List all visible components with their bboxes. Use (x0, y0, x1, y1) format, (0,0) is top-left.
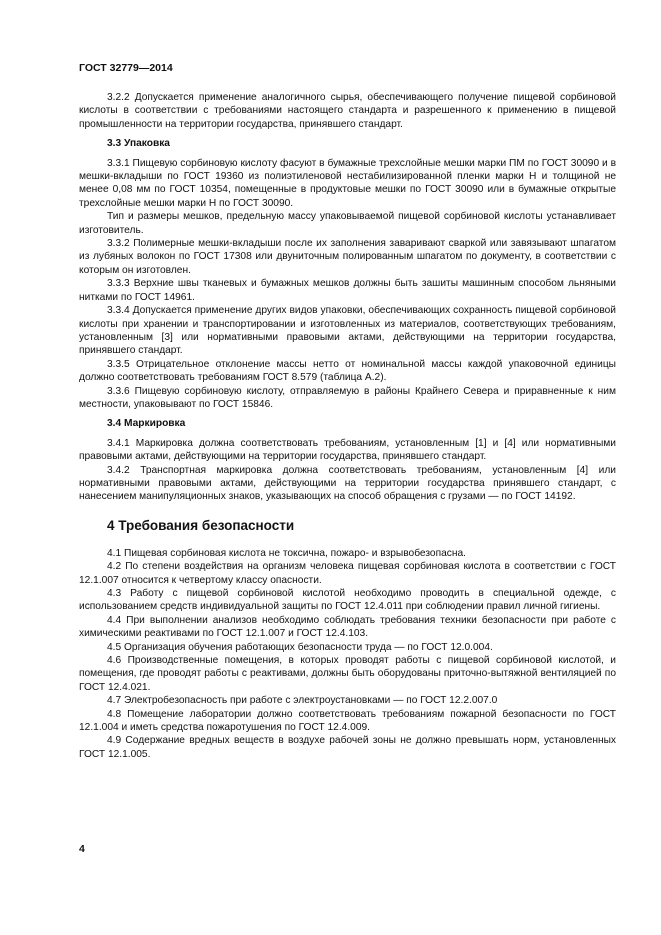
paragraph: 3.3.2 Полимерные мешки-вкладыши после их заполнения заваривают сваркой или завязывают шпагатом из лубяных волокон по ГОСТ 17308 или двуниточным полированным шпагатом по документу, в соответствии с которым он изготовлен. (79, 238, 616, 276)
paragraph: 3.3.6 Пищевую сорбиновую кислоту, отправляемую в районы Крайнего Севера и приравненные к ним местности, упаковывают по ГОСТ 15846. (79, 385, 616, 410)
chapter-heading: 4 Требования безопасности (107, 517, 295, 533)
paragraph: 3.4.1 Маркировка должна соответствовать требованиям, установленным [1] и [4] или нормативными правовыми актами, действующими на территории государства, принявшего стандарт. (79, 437, 616, 463)
paragraph: 3.3.3 Верхние швы тканевых и бумажных мешков должны быть зашиты машинным способом льняными нитками по ГОСТ 14961. (79, 278, 616, 303)
standard-header: ГОСТ 32779—2014 (79, 62, 173, 74)
section-heading: 3.4 Маркировка (107, 418, 186, 430)
document-body (79, 91, 616, 761)
paragraph: 4.2 По степени воздействия на организм человека пищевая сорбиновая кислота в соответствии с ГОСТ 12.1.007 относится к четвертому классу опасности. (79, 561, 616, 586)
paragraph: 3.3.4 Допускается применение других видов упаковки, обеспечивающих сохранность пищевой сорбиновой кислоты при хранении и транспортировании и изготовленных из материалов, соответствующих требованиям, установленным [3] или нормативными правовыми актами, действующими на территории государства, принявшего стандарт. (79, 305, 616, 357)
paragraph: Тип и размеры мешков, предельную массу упаковываемой пищевой сорбиновой кислоты устанавливает изготовитель. (79, 211, 616, 236)
paragraph: 4.4 При выполнении анализов необходимо соблюдать требования техники безопасности при работе с химическими реактивами по ГОСТ 12.1.007 и ГОСТ 12.4.103. (79, 614, 616, 640)
paragraph: 3.3.1 Пищевую сорбиновую кислоту фасуют в бумажные трехслойные мешки марки ПМ по ГОСТ 30090 и в мешки-вкладыши по ГОСТ 19360 из полиэтиленовой нестабилизированной пленки марки Н и толщиной не менее 0,08 мм по ГОСТ 10354, помещенные в продуктовые мешки по ГОСТ 30090 или в бумажные открытые трехслойные мешки марки Н по ГОСТ 30090. (79, 157, 616, 209)
paragraph: 4.9 Содержание вредных веществ в воздухе рабочей зоны не должно превышать норм, установленных ГОСТ 12.1.005. (79, 735, 616, 760)
section-heading: 3.3 Упаковка (107, 138, 170, 150)
paragraph: 4.5 Организация обучения работающих безопасности труда — по ГОСТ 12.0.004. (107, 641, 493, 653)
paragraph: 4.8 Помещение лаборатории должно соответствовать требованиям пожарной безопасности по ГОСТ 12.1.004 и иметь средства пожаротушения по ГОСТ 12.4.009. (79, 708, 616, 734)
paragraph: 4.6 Производственные помещения, в которых проводят работы с пищевой сорбиновой кислотой, и помещения, где проводят работы с реактивами, должны быть оборудованы приточно-вытяжной вентиляцией по ГОСТ 12.4.021. (79, 655, 616, 693)
paragraph: 3.4.2 Транспортная маркировка должна соответствовать требованиям, установленным [4] или нормативными правовыми актами, действующими на территории государства принявшего стандарт, с нанесением манипуляционных знаков, указывающих на способ обращения с грузами — по ГОСТ 14192. (79, 464, 616, 503)
paragraph: 4.3 Работу с пищевой сорбиновой кислотой необходимо проводить в специальной одежде, с использованием средств индивидуальной защиты по ГОСТ 12.4.011 при соблюдении правил личной гигиены. (79, 588, 616, 613)
paragraph: 4.1 Пищевая сорбиновая кислота не токсична, пожаро- и взрывобезопасна. (107, 547, 466, 559)
paragraph: 4.7 Электробезопасность при работе с электроустановками — по ГОСТ 12.2.007.0 (107, 695, 498, 707)
paragraph: 3.3.5 Отрицательное отклонение массы нетто от номинальной массы каждой упаковочной единицы должно соответствовать требованиям ГОСТ 8.579 (таблица А.2). (79, 358, 616, 384)
paragraph: 3.2.2 Допускается применение аналогичного сырья, обеспечивающего получение пищевой сорбиновой кислоты в соответствии с требованиями настоящего стандарта и разрешенного к применению в пищевой промышленности на территории государства, принявшего стандарт. (79, 92, 616, 130)
page-number: 4 (79, 843, 85, 855)
